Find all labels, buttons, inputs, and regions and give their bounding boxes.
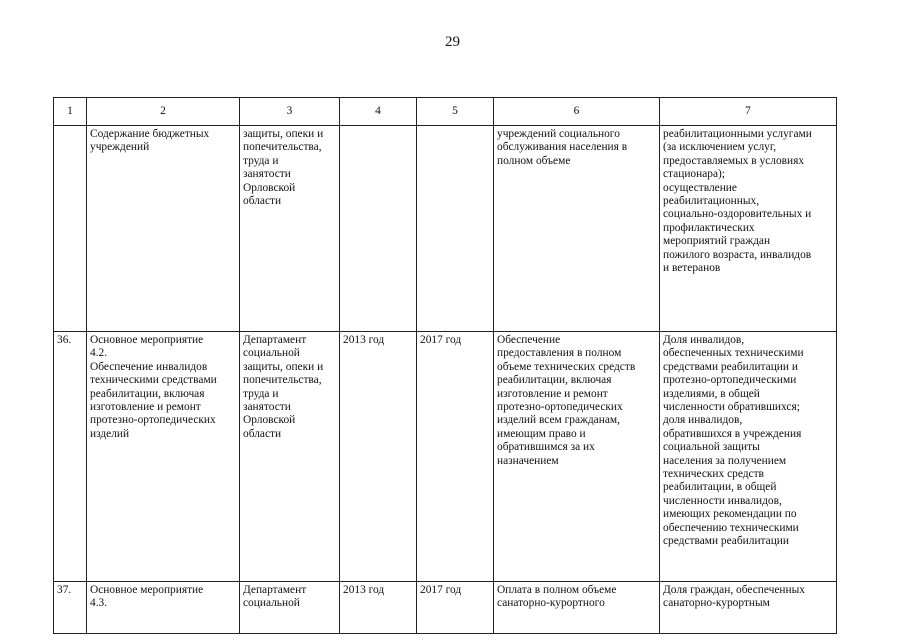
header-cell-3: 3 <box>240 98 340 126</box>
cell-text-line: обратившимся за их <box>497 441 595 454</box>
cell-text-line: обратившихся в учреждения <box>663 427 802 440</box>
cell-end-year: 2017 год <box>417 332 494 582</box>
page-number: 29 <box>445 34 460 50</box>
cell-text-line: имеющих рекомендации по <box>663 508 797 521</box>
cell-text-line: и ветеранов <box>663 262 721 275</box>
cell-text-line: численности обратившихся; <box>663 401 800 414</box>
cell-text-line: Орловской <box>243 181 296 194</box>
measures-table <box>53 97 837 634</box>
cell-text-line: Департамент <box>243 334 307 346</box>
cell-text-line: 4.2. <box>90 347 108 360</box>
header-row <box>54 98 837 126</box>
cell-text-line: изготовление и ремонт <box>90 401 201 414</box>
cell-number: 37. <box>54 582 87 634</box>
cell-end-year <box>417 126 494 332</box>
cell-indicator <box>660 332 837 582</box>
cell-text-line: предоставления в полном <box>497 347 622 360</box>
cell-text-line: санаторно-курортным <box>663 597 770 610</box>
cell-text-line: предоставляемых в условиях <box>663 154 805 167</box>
cell-text-line: протезно-ортопедическими <box>663 374 797 387</box>
cell-text-line: Доля граждан, обеспеченных <box>663 584 805 596</box>
cell-text-line: Содержание бюджетных <box>90 128 210 140</box>
cell-text-line: протезно-ортопедических <box>497 401 623 414</box>
cell-text-line: Оплата в полном объеме <box>497 584 617 596</box>
cell-indicator <box>660 126 837 332</box>
cell-text-line: изделий всем гражданам, <box>497 414 620 427</box>
cell-text-line: попечительства, <box>243 374 322 387</box>
cell-text-line: Основное мероприятие <box>90 334 204 346</box>
cell-text-line: стационара); <box>663 168 725 181</box>
cell-text-line: техническими средствами <box>90 374 217 387</box>
cell-text-line: протезно-ортопедических <box>90 414 216 427</box>
cell-text-line: профилактических <box>663 221 755 234</box>
header-cell-6: 6 <box>494 98 660 126</box>
header-cell-5: 5 <box>417 98 494 126</box>
cell-text-line: санаторно-курортного <box>497 597 605 610</box>
cell-indicator <box>660 582 837 634</box>
cell-end-year: 2017 год <box>417 582 494 634</box>
cell-expected-result <box>494 126 660 332</box>
cell-executor <box>240 332 340 582</box>
cell-executor <box>240 582 340 634</box>
cell-text-line: обеспеченных техническими <box>663 347 804 360</box>
cell-text-line: занятости <box>243 168 291 181</box>
cell-text-line: учреждений социального <box>497 128 620 140</box>
cell-text-line: реабилитации, в общей <box>663 481 777 494</box>
cell-text-line: доля инвалидов, <box>663 414 743 427</box>
cell-text-line: имеющим право и <box>497 427 586 440</box>
cell-text-line: осуществление <box>663 181 737 194</box>
cell-start-year: 2013 год <box>340 332 417 582</box>
cell-text-line: населения за получением <box>663 454 787 467</box>
cell-text-line: защиты, опеки и <box>243 128 324 140</box>
cell-text-line: Орловской <box>243 414 296 427</box>
cell-text-line: полном объеме <box>497 154 571 167</box>
cell-text-line: изготовление и ремонт <box>497 387 608 400</box>
cell-expected-result <box>494 582 660 634</box>
cell-measure <box>87 332 240 582</box>
cell-text-line: реабилитации, включая <box>90 387 205 400</box>
cell-measure <box>87 582 240 634</box>
cell-text-line: численности инвалидов, <box>663 494 782 507</box>
cell-text-line: реабилитации, включая <box>497 374 612 387</box>
cell-text-line: (за исключением услуг, <box>663 141 777 154</box>
header-cell-1: 1 <box>54 98 87 126</box>
header-cell-7: 7 <box>660 98 837 126</box>
cell-measure <box>87 126 240 332</box>
table-row <box>54 126 837 332</box>
cell-text-line: Доля инвалидов, <box>663 334 745 346</box>
cell-text-line: назначением <box>497 454 559 467</box>
cell-text-line: реабилитационными услугами <box>663 128 812 140</box>
cell-text-line: Департамент <box>243 584 307 596</box>
header-cell-4: 4 <box>340 98 417 126</box>
cell-text-line: реабилитационных, <box>663 195 760 208</box>
header-cell-2: 2 <box>87 98 240 126</box>
cell-text-line: социально-оздоровительных и <box>663 208 812 221</box>
cell-text-line: социальной <box>243 597 300 610</box>
cell-text-line: труда и <box>243 387 279 400</box>
cell-text-line: труда и <box>243 154 279 167</box>
cell-text-line: Обеспечение <box>497 334 561 346</box>
cell-text-line: изделий <box>90 427 130 440</box>
cell-text-line: обслуживания населения в <box>497 141 628 154</box>
cell-text-line: 4.3. <box>90 597 108 610</box>
cell-text-line: области <box>243 427 282 440</box>
table-row <box>54 332 837 582</box>
cell-start-year: 2013 год <box>340 582 417 634</box>
cell-text-line: средствами реабилитации и <box>663 360 798 373</box>
cell-text-line: учреждений <box>90 141 150 154</box>
cell-text-line: социальной <box>243 347 300 360</box>
cell-text-line: пожилого возраста, инвалидов <box>663 248 812 261</box>
cell-text-line: попечительства, <box>243 141 322 154</box>
cell-text-line: мероприятий граждан <box>663 235 771 248</box>
cell-text-line: занятости <box>243 401 291 414</box>
cell-text-line: технических средств <box>663 468 764 481</box>
cell-start-year <box>340 126 417 332</box>
cell-text-line: средствами реабилитации <box>663 535 789 548</box>
cell-text-line: обеспечению техническими <box>663 521 799 534</box>
cell-text-line: Обеспечение инвалидов <box>90 360 208 373</box>
cell-text-line: изделиями, в общей <box>663 387 760 400</box>
cell-text-line: социальной защиты <box>663 441 760 454</box>
cell-text-line: защиты, опеки и <box>243 360 324 373</box>
cell-text-line: области <box>243 195 282 208</box>
table-row <box>54 582 837 634</box>
cell-text-line: объеме технических средств <box>497 360 636 373</box>
cell-number <box>54 126 87 332</box>
cell-executor <box>240 126 340 332</box>
cell-expected-result <box>494 332 660 582</box>
cell-text-line: Основное мероприятие <box>90 584 204 596</box>
cell-number: 36. <box>54 332 87 582</box>
